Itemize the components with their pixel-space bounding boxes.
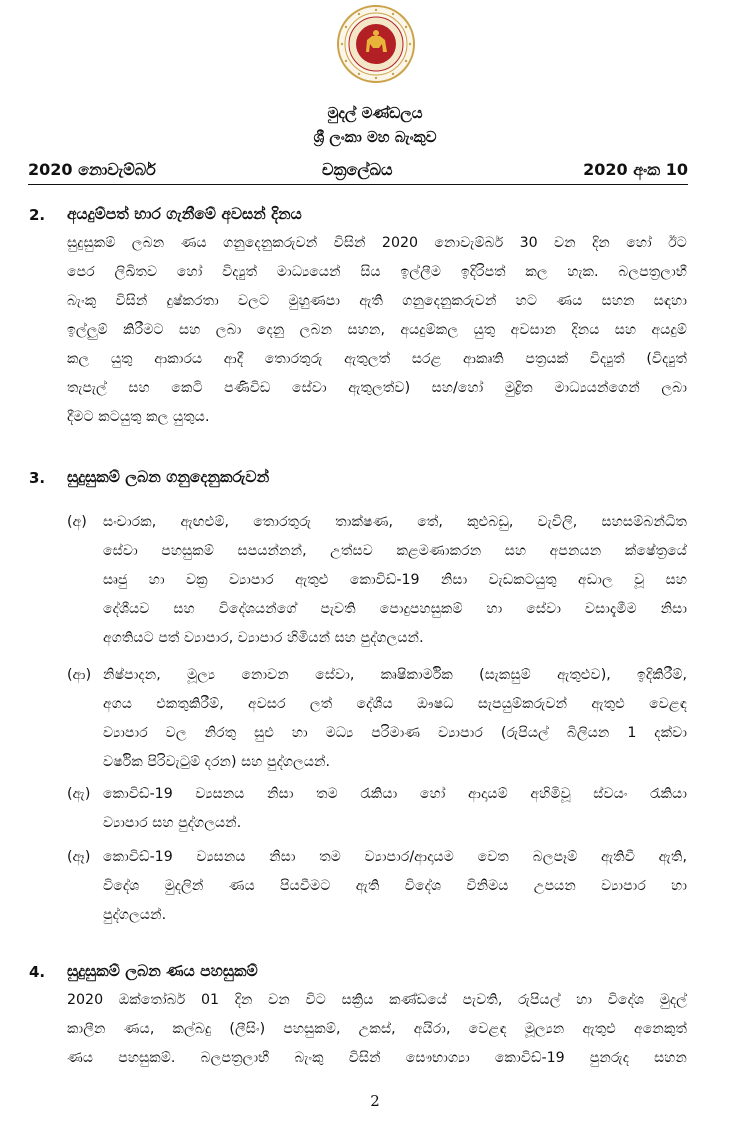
- list-item-line: විදේශ මුදලින් ණය පියවීමට ඇති විදේශ විනිමය උපයන ව්‍යාපාර හා: [103, 878, 687, 894]
- list-item-label: (අ): [67, 514, 87, 530]
- paragraph-line: කල යුතු ආකාරය ආදී තොරතුරු ඇතුලත් සරළ ආකෘති පත්‍රයක් විද්‍යුත් (විද්‍යුත්: [67, 351, 687, 367]
- paragraph-line: බැංකු විසින් දුෂ්කරතා වලට මුහුණපා ඇති ගනුදෙනුකරුවන් හට ණය සහන සඳහා: [67, 293, 687, 309]
- list-item-line: අගය එකතුකිරීම්, අවසර ලත් දේශීය ඖෂධ සැපයුම්කරුවන් ඇතුළු වෙළඳ: [103, 696, 687, 712]
- list-item-line: ව්‍යාපාර සහ පුද්ගලයන්.: [103, 815, 242, 831]
- section-number: 3.: [29, 469, 46, 487]
- central-bank-seal-logo: [336, 4, 416, 84]
- paragraph-line: ණය පහසුකම්. බලපත්‍රලාභී බැංකු විසින් සෞභාග්‍යා කොවිඩ්-19 පුනරුද සහන: [67, 1050, 687, 1066]
- paragraph-line: 2020 ඔක්තෝබර් 01 දින වන විට සක්‍රිය කණ්ඩයේ පැවති, රුපියල් හා විදේශ මුදල්: [67, 992, 687, 1008]
- section-title: සුදුසුකම් ලබන ණය පහසුකම්: [67, 962, 258, 980]
- page-number: 2: [370, 1092, 380, 1110]
- section-paragraph: [67, 986, 687, 1073]
- list-item-line: කොවිඩ්-19 ව්‍යසනය නිසා තම ව්‍යාපාර/ආදායම වෙත බලපෑම් ඇතිවී ඇති,: [103, 849, 687, 865]
- section-paragraph: [67, 229, 687, 432]
- paragraph-line: තැපැල් සහ කෙටි පණිවිඩ සේවා ඇතුලත්ව) සහ/හෝ මුද්‍රිත මාධ්‍යයන්ගෙන් ලබා: [67, 380, 687, 396]
- list-item-line: පුද්ගලයන්.: [103, 907, 167, 923]
- circular-number: 2020 අංක 10: [583, 160, 688, 179]
- list-item-line: නිෂ්පාදන, මූල්‍ය නොවන සේවා, කෘෂිකාර්මික (සැකසුම් ඇතුළුව), ඉදිකිරීම්,: [103, 667, 687, 683]
- list-item-line: අගතියට පත් ව්‍යාපාර, ව්‍යාපාර හිමියන් සහ පුද්ගලයන්.: [103, 630, 424, 646]
- circular-date: 2020 නොවැම්බර්: [28, 160, 156, 179]
- header-divider: [28, 184, 688, 185]
- section-title: සුදුසුකම් ලබන ගනුදෙනුකරුවන්: [67, 468, 270, 486]
- list-item-label: (ආ): [67, 667, 92, 683]
- paragraph-line: කාලීන ණය, කල්බදු (ලීසිං) පහසුකම්, උකස්, අයිරා, වෙළඳ මූල්‍යන ඇතුළු අනෙකුත්: [67, 1021, 687, 1037]
- list-item-line: කොවිඩ්-19 ව්‍යසනය නිසා තම රැකියා හෝ ආදායම් අහිමිවූ ස්වයං රැකියා: [103, 786, 687, 802]
- list-item-line: සේවා පහසුකම් සපයන්නන්, උත්සව කළමණාකරන සහ අපනයන ක්ෂේත්‍රයේ: [103, 543, 687, 559]
- paragraph-line: පෙර ලිඛිතව හෝ විද්‍යුත් මාධ්‍යයෙන් සිය ඉල්ලීම ඉදිරිපත් කල හැක. බලපත්‍රලාභී: [67, 264, 687, 280]
- section-number: 4.: [29, 963, 46, 981]
- list-item-label: (ඇ): [67, 786, 91, 802]
- document-type: චක්‍රලේඛය: [322, 160, 393, 179]
- list-item-line: සංචාරක, ඇඟළුම්, තොරතුරු තාක්ෂණ, තේ, කුළුබඩු, වැවිලි, සහසම්බන්ධිත: [103, 514, 687, 530]
- bank-name: ශ්‍රී ලංකා මහ බැංකුව: [313, 128, 437, 146]
- list-item-line: දේශීයව සහ විදේශයන්ගේ පැවති පොදුපහසුකම් හා සේවා වසාදැමීම නිසා: [103, 601, 687, 617]
- paragraph-line: සුදුසුකම් ලබන ණය ගනුදෙනුකරුවන් විසින් 2020 නොවැම්බර් 30 වන දින හෝ ඊට: [67, 235, 687, 251]
- section-title: අයදුම්පත් භාර ගැනීමේ අවසන් දිනය: [67, 205, 302, 223]
- list-item-line: වර්ෂික පිරිවැටුම් දරන) සහ පුද්ගලයන්.: [103, 754, 331, 770]
- paragraph-line: ඉල්ලුම් කිරීමට සහ ලබා දෙනු ලබන සහන, අයදුම්කල යුතු අවසාන දිනය සහ අයදුම්: [67, 322, 687, 338]
- organization-name: මුදල් මණ්ඩලය: [327, 104, 423, 122]
- document-header-row: [28, 160, 688, 184]
- paragraph-line: දීමට කටයුතු කල යුතුය.: [67, 409, 210, 425]
- section-number: 2.: [29, 206, 46, 224]
- list-item-line: සෘජු හා වක්‍ර ව්‍යාපාර ඇතුළු කොවිඩ්-19 නිසා වැඩකටයුතු අඩාල වූ සහ: [103, 572, 687, 588]
- list-item-label: (ඈ): [67, 849, 91, 865]
- list-item-line: ව්‍යාපාර වල නිරතු සුළු හා මධ්‍ය පරිමාණ ව්‍යාපාර (රුපියල් බිලියන 1 දක්වා: [103, 725, 687, 741]
